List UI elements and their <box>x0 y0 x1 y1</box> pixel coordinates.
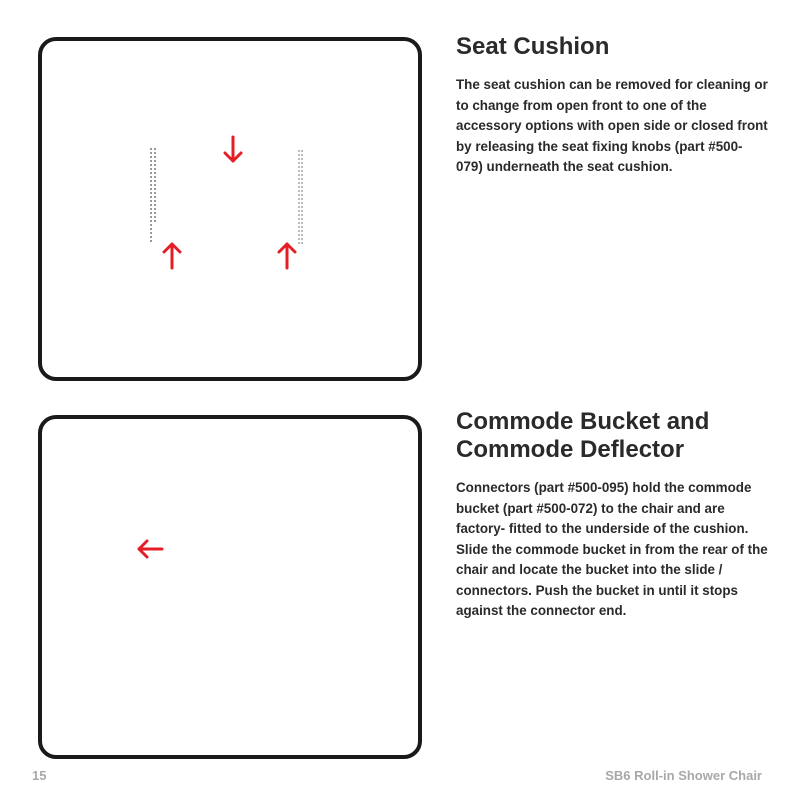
seat-cushion-body: The seat cushion can be removed for cleaning or to change from open front to one of the accessory options with open side or closed front by releasing the seat fixing knobs (part #500-079) underneath the seat cushion. <box>456 77 768 174</box>
dotted-guide-lines <box>151 148 302 246</box>
page-number: 15 <box>32 768 47 783</box>
heading-line-2: Commode Deflector <box>456 436 685 463</box>
arrow-down-icon <box>225 137 241 161</box>
arrow-up-icon <box>164 244 180 268</box>
seat-cushion-heading: Seat Cushion <box>456 33 610 60</box>
arrow-up-icon <box>279 244 295 268</box>
commode-bucket-body: Connectors (part #500-095) hold the commode bucket (part #500-072) to the chair and are factory- fitted to the underside of the cushion. Slide the commode bucket in from the rear of the chair and locate the bucket into the slide / connectors. Push the bucket in until it stops against the connector end. <box>456 480 768 618</box>
document-title: SB6 Roll-in Shower Chair <box>605 768 762 783</box>
heading-line-1: Commode Bucket and <box>456 408 710 435</box>
commode-bucket-section <box>456 408 768 622</box>
seat-cushion-section <box>456 33 768 178</box>
arrow-left-icon <box>139 541 162 557</box>
commode-bucket-heading <box>456 408 768 464</box>
